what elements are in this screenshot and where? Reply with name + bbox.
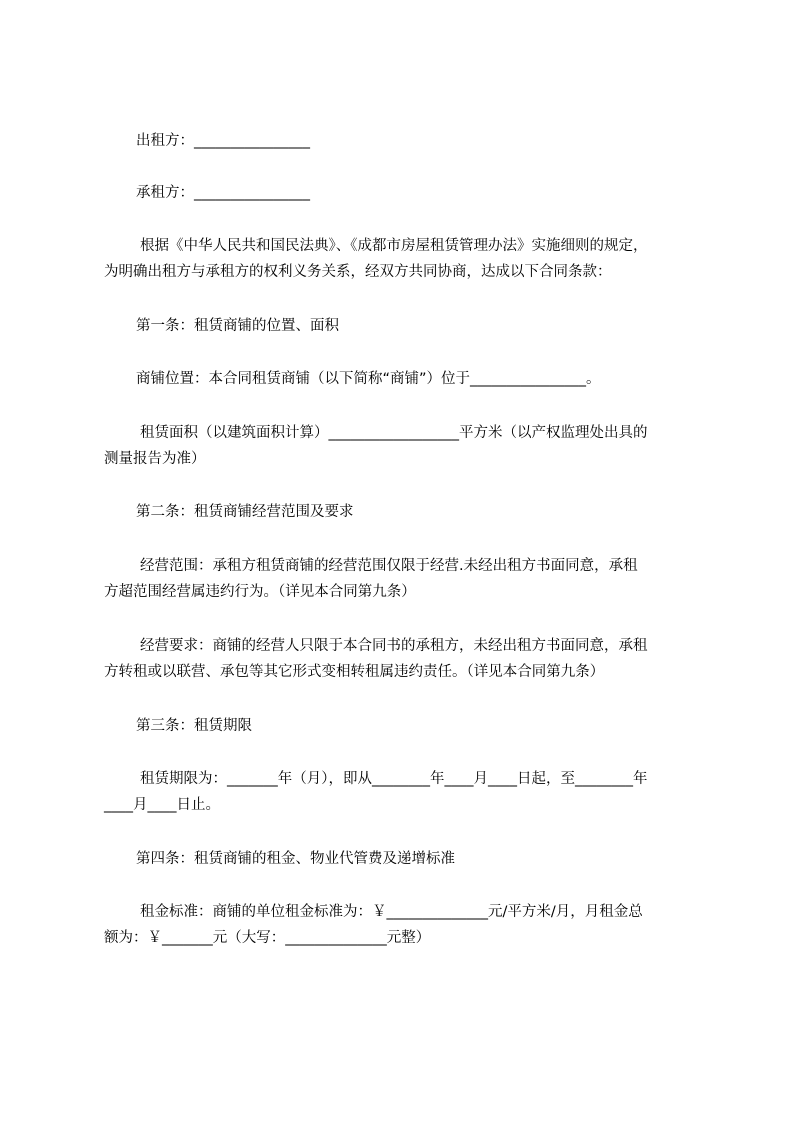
rent-line-2: 额为：￥_______元（大写：______________元整） <box>104 930 431 946</box>
scope-line-2: 方超范围经营属违约行为。（详见本合同第九条） <box>104 584 416 600</box>
term-line-2: ____月____日止。 <box>104 797 220 813</box>
preamble-line-2: 为明确出租方与承租方的权利义务关系，经双方共同协商，达成以下合同条款： <box>104 264 612 280</box>
requirement-line-2: 方转租或以联营、承包等其它形式变相转租属违约责任。（详见本合同第九条） <box>104 664 605 680</box>
area-line-1: 租赁面积（以建筑面积计算）__________________平方米（以产权监理处出具的 <box>140 425 648 441</box>
requirement-line-1: 经营要求：商铺的经营人只限于本合同书的承租方，未经出租方书面同意，承租 <box>140 638 648 654</box>
lessee-line: 承租方：________________ <box>136 185 310 201</box>
rent-line-1: 租金标准：商铺的单位租金标准为：￥______________元/平方米/月，月租金总 <box>140 904 643 920</box>
article-2-heading: 第二条：租赁商铺经营范围及要求 <box>136 504 354 520</box>
lessor-line: 出租方：________________ <box>136 133 310 149</box>
term-line-1: 租赁期限为：_______年（月），即从________年____月____日起，至________年 <box>140 771 648 787</box>
preamble-line-1: 根据《中华人民共和国民法典》、《成都市房屋租赁管理办法》实施细则的规定， <box>140 238 648 254</box>
article-4-heading: 第四条：租赁商铺的租金、物业代管费及递增标准 <box>136 851 455 867</box>
shop-location-line: 商铺位置：本合同租赁商铺（以下简称“商铺”）位于________________。 <box>136 371 601 387</box>
area-line-2: 测量报告为准） <box>104 451 206 467</box>
article-1-heading: 第一条：租赁商铺的位置、面积 <box>136 318 339 334</box>
scope-line-1: 经营范围：承租方租赁商铺的经营范围仅限于经营.未经出租方书面同意，承租 <box>140 558 638 574</box>
article-3-heading: 第三条：租赁期限 <box>136 718 252 734</box>
